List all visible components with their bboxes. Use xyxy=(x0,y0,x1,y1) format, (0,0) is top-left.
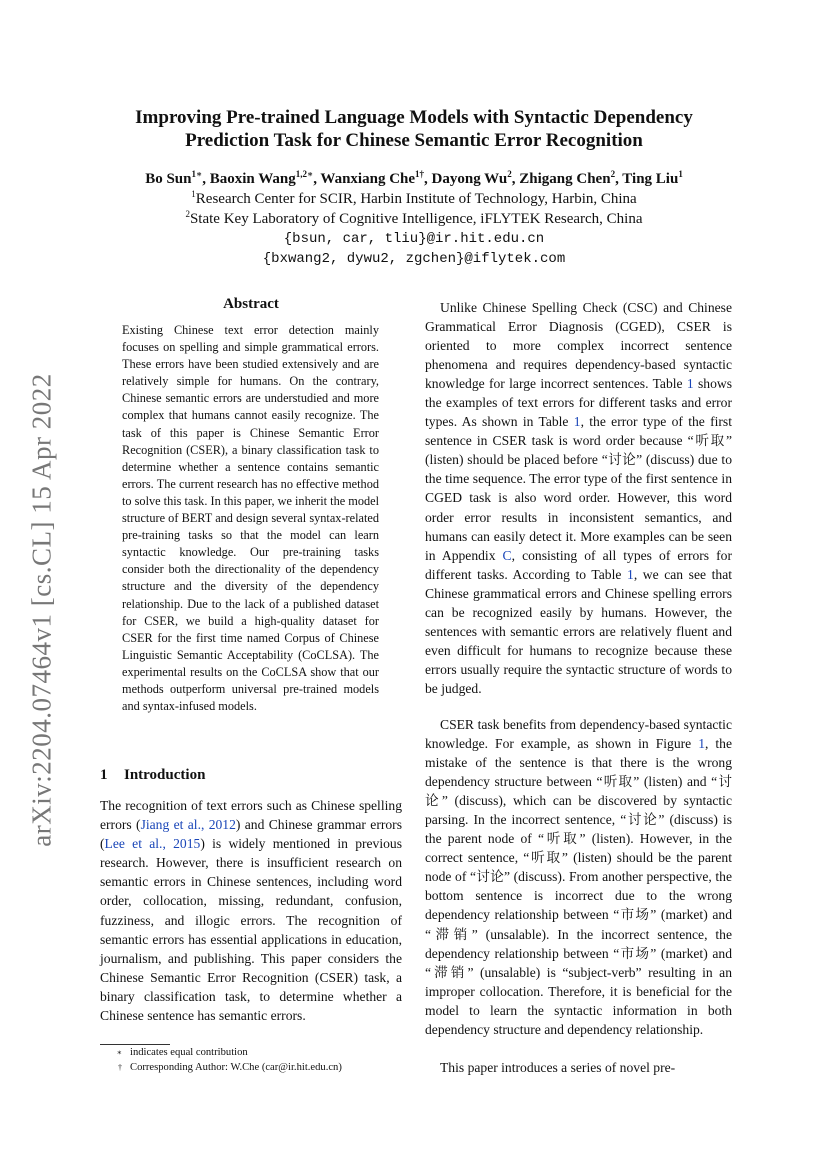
introduction-paragraph: The recognition of text errors such as Chinese spelling errors (Jiang et al., 2012) and Chinese grammar errors (Lee et al., 2015) is widely mentioned in previous research. However, there is insufficient research on semantic errors in Chinese sentences, including word order, collocation, missing, redundant, confusion, fuzziness, and illogic errors. The recognition of semantic errors has essential applications in education, journalism, and publishing. This paper considers the Chinese Semantic Error Recognition (CSER) task, a binary classification task, to determine whether a Chinese sentence has semantic errors. xyxy=(100,798,403,1024)
affiliation-1: $^1$Research Center for SCIR, Harbin Institute of Technology, Harbin, China xyxy=(191,189,637,207)
footnote-equal-contribution: ∗ indicates equal contribution xyxy=(116,1047,248,1058)
table-reference-link[interactable]: 1 xyxy=(686,376,694,392)
section-title: Introduction xyxy=(124,767,206,783)
title-line-1: Improving Pre-trained Language Models with Syntactic Dependency xyxy=(135,107,693,128)
paper-title xyxy=(90,106,738,152)
table-reference-link[interactable]: 1 xyxy=(627,566,634,582)
affiliation-2: $^2$State Key Laboratory of Cognitive Intelligence, iFLYTEK Research, China xyxy=(185,209,643,227)
author-name: Bo Sun xyxy=(145,171,192,187)
section-heading-introduction xyxy=(100,767,205,784)
appendix-reference-link[interactable]: C xyxy=(502,547,512,563)
author-affiliation-mark: 1 xyxy=(678,169,683,179)
email-iflytek: {bxwang2, dywu2, zgchen}@iflytek.com xyxy=(262,251,566,267)
author-names: Bo Sun$^{1∗}$, Baoxin Wang$^{1,2∗}$, Wanxiang Che$^{1\dagger}$, Dayong Wu$^2$, Zhigang Chen$^2$, Ting Liu$^1$ xyxy=(145,169,683,187)
author-affiliation-mark: 2 xyxy=(610,169,616,179)
author-block xyxy=(90,169,738,269)
abstract-heading: Abstract xyxy=(223,296,279,312)
author-affiliation-mark: 1∗ xyxy=(191,169,203,179)
author-affiliation-mark: 1,2∗ xyxy=(295,169,314,179)
body-paragraph: CSER task benefits from dependency-based syntactic knowledge. For example, as shown in Figure 1, the mistake of the sentence is that there is the wrong dependency structure between “听取” (listen) and “讨论” (discuss), which can be discovered by syntactic parsing. In the incorrect sentence, “讨论” (discuss) is the parent node of “听取” (listen). However, in the correct sentence, “听取” (listen) should be the parent node of “讨论” (discuss). From another perspective, the bottom sentence is incorrect due to the wrong dependency relationship between “市场” (market) and “滞销” (unsalable). In the incorrect sentence, the dependency relationship between “市场” (market) and “滞销” (unsalable) is “subject-verb” resulting in an improper collocation. Therefore, it is beneficial for the model to learn the syntactic information in both dependency structure and dependency relationship. xyxy=(425,717,732,1037)
footnote-divider xyxy=(100,1044,170,1045)
author-name: Zhigang Chen xyxy=(519,171,611,187)
author-name: Wanxiang Che xyxy=(320,171,416,187)
body-paragraph: This paper introduces a series of novel pre- xyxy=(440,1060,676,1075)
figure-reference-link[interactable]: 1 xyxy=(698,736,705,752)
citation-link[interactable]: Lee et al., 2015 xyxy=(104,836,201,852)
author-name: Baoxin Wang xyxy=(209,171,296,187)
section-number: 1 xyxy=(100,767,108,783)
author-name: Dayong Wu xyxy=(431,171,508,187)
title-line-2: Prediction Task for Chinese Semantic Error Recognition xyxy=(185,130,643,151)
footnote-corresponding-author: † Corresponding Author: W.Che (car@ir.hit.edu.cn) xyxy=(118,1062,342,1073)
author-affiliation-mark: 1† xyxy=(415,169,425,179)
author-name: Ting Liu xyxy=(622,171,679,187)
citation-link[interactable]: Jiang et al., 2012 xyxy=(140,817,236,833)
arxiv-identifier: arXiv:2204.07464v1 [cs.CL] 15 Apr 2022 xyxy=(26,373,57,847)
abstract-text: Existing Chinese text error detection mainly focuses on spelling and simple grammatical errors. These errors have been studied extensively and are relatively simple for humans. On the contrary, Chinese semantic errors are understudied and more complex that humans cannot easily recognize. The task of this paper is Chinese Semantic Error Recognition (CSER), a binary classification task to determine whether a sentence contains semantic errors. The current research has no effective method to solve this task. In this paper, we inherit the model structure of BERT and design several syntax-related pre-training tasks so that the model can learn syntactic knowledge. Our pre-training tasks consider both the directionality of the dependency structure and the diversity of the dependency relationship. Due to the lack of a published dataset for CSER, we build a high-quality dataset for CSER for the first time named Corpus of Chinese Linguistic Semantic Acceptability (CoCLSA). The experimental results on the CoCLSA show that our methods outperform universal pre-trained models and syntax-infused models. xyxy=(122,323,380,714)
email-hit: {bsun, car, tliu}@ir.hit.edu.cn xyxy=(283,231,545,247)
author-affiliation-mark: 2 xyxy=(507,169,512,179)
table-reference-link[interactable]: 1 xyxy=(573,414,581,430)
body-paragraph: Unlike Chinese Spelling Check (CSC) and Chinese Grammatical Error Diagnosis (CGED), CSER is oriented to more complex incorrect sentence phenomena and requires dependency-based syntactic knowledge for large incorrect sentences. Table 1 shows the examples of text errors for different tasks and error types. As shown in Table 1, the error type of the first sentence in CSER task is word order because “听取” (listen) should be placed before “讨论” (discuss) due to the time sequence. The error type of the first sentence in CGED task is also word order. However, this word order error results in inconsistent semantics, and humans can easily detect it. More examples can be seen in Appendix C, consisting of all types of errors for different tasks. According to Table 1, we can see that Chinese grammatical errors and Chinese spelling errors can be recognized easily by humans. However, the sentences with semantic errors are relatively fluent and even difficult for humans to recognize because these errors usually require the syntactic structure of words to be judged. xyxy=(425,300,733,696)
